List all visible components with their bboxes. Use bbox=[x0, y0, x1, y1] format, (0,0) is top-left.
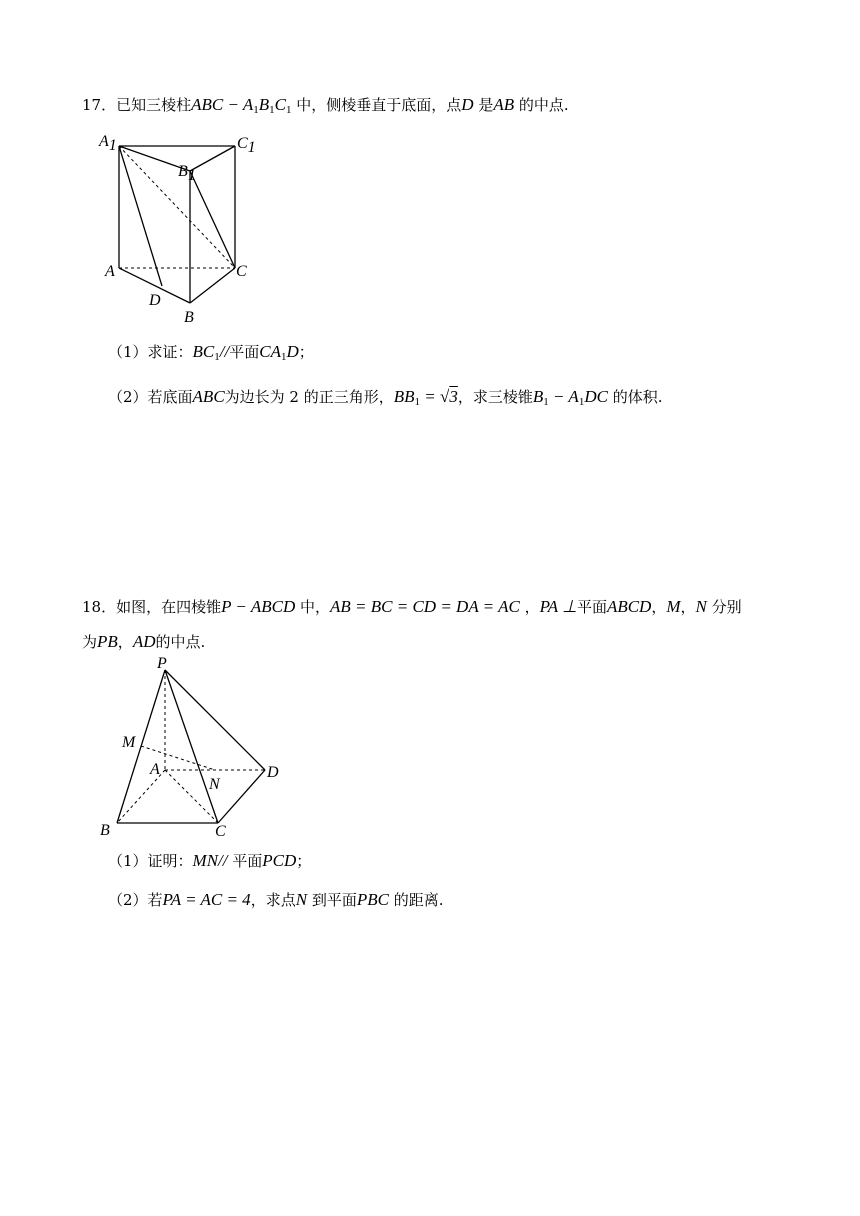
q18-part2 bbox=[108, 890, 444, 910]
q18-part1-plane: 平面 bbox=[232, 852, 263, 870]
q18-part2-n: N bbox=[295, 890, 308, 909]
q17-part2-abc: ABC bbox=[192, 387, 225, 406]
q18-pyramid-name: P − ABCD bbox=[221, 597, 296, 616]
label-c: C bbox=[215, 823, 226, 840]
label-d: D bbox=[267, 764, 279, 781]
label-c: C bbox=[236, 263, 247, 280]
q18-intro: 如图，在四棱锥 bbox=[116, 598, 222, 616]
q18-fen: 分别 bbox=[711, 598, 742, 616]
parallel-symbol: // bbox=[218, 851, 228, 870]
q18-part2-text3: 的距离. bbox=[393, 891, 444, 909]
label-m: M bbox=[122, 734, 136, 751]
q18-mid: 中， bbox=[295, 598, 331, 616]
q18-segment-ad: AD bbox=[132, 632, 156, 651]
q18-pyramid-figure bbox=[95, 655, 295, 840]
q18-part1 bbox=[108, 851, 311, 871]
label-c1: C1 bbox=[237, 135, 256, 156]
q18-equal-sides: AB = BC = CD = DA = AC bbox=[330, 597, 520, 616]
label-b1: B1 bbox=[178, 163, 196, 184]
q17-part2-label: （2）若底面 bbox=[108, 388, 193, 406]
q17-tail: 的中点. bbox=[514, 96, 569, 114]
label-a: A bbox=[105, 263, 115, 280]
q18-part2-eq: PA = AC = 4 bbox=[162, 890, 251, 909]
q17-part2-text1: 为边长为 2 的正三角形， bbox=[224, 388, 394, 406]
q17-part1-plane: 平面 bbox=[229, 343, 260, 361]
q18-line2-tail: 的中点. bbox=[155, 633, 206, 651]
q17-intro: 已知三棱柱 bbox=[116, 96, 192, 114]
label-b: B bbox=[100, 822, 110, 839]
q18-part2-label: （2）若 bbox=[108, 891, 163, 909]
parallel-symbol: // bbox=[219, 342, 230, 361]
q18-point-n: N bbox=[695, 597, 707, 616]
q18-part2-text1: ，求点 bbox=[250, 891, 296, 909]
q18-part2-text2: 到平面 bbox=[311, 891, 357, 909]
q17-prism-name: ABC − A1B1C1 bbox=[191, 95, 292, 116]
q17-part2-bb1: BB1 = √3 bbox=[393, 387, 458, 408]
q18-part2-pbc: PBC bbox=[356, 890, 389, 909]
label-p: P bbox=[157, 655, 167, 672]
q18-plane: 平面 bbox=[576, 598, 607, 616]
q18-statement-line1: 18．如图，在四棱锥P − ABCD 中，AB = BC = CD = DA = AC ，PA ⊥平面ABCD，M，N 分别 bbox=[82, 597, 742, 616]
q17-statement bbox=[82, 95, 569, 120]
q18-part1-end: ； bbox=[296, 852, 312, 870]
q17-prism-figure bbox=[95, 128, 275, 328]
q18-part1-mn: MN bbox=[192, 851, 219, 870]
q18-part1-pcd: PCD bbox=[262, 851, 297, 870]
q17-part2 bbox=[108, 387, 663, 412]
q18-number: 18． bbox=[82, 598, 117, 616]
q17-part2-text2: ，求三棱锥 bbox=[457, 388, 533, 406]
q18-statement-line2: 为PB，AD的中点. bbox=[82, 632, 206, 651]
q17-point-d: D bbox=[461, 95, 474, 114]
q18-segment-pb: PB bbox=[97, 632, 118, 651]
label-a: A bbox=[150, 761, 160, 778]
q17-part1-end: ； bbox=[298, 343, 314, 361]
q18-point-m: M bbox=[666, 597, 681, 616]
label-d: D bbox=[149, 292, 161, 309]
q18-perp: PA ⊥ bbox=[539, 597, 577, 616]
q18-abcd: ABCD bbox=[606, 597, 652, 616]
label-a1: A1 bbox=[99, 133, 117, 154]
q17-part2-pyramid: B1 − A1DC bbox=[532, 387, 608, 408]
q17-part1-bc1: BC1 bbox=[192, 342, 220, 363]
q17-condition: 中，侧棱垂直于底面，点 bbox=[291, 96, 462, 114]
q18-part1-label: （1）证明： bbox=[108, 852, 193, 870]
q17-number: 17． bbox=[82, 96, 117, 114]
q17-part2-text3: 的体积. bbox=[612, 388, 663, 406]
label-b: B bbox=[184, 309, 194, 326]
q17-part1-ca1d: CA1D bbox=[259, 342, 299, 363]
q17-part1 bbox=[108, 342, 314, 367]
q17-is: 是 bbox=[473, 96, 494, 114]
q17-part1-label: （1）求证： bbox=[108, 343, 193, 361]
q17-segment-ab: AB bbox=[493, 95, 515, 114]
label-n: N bbox=[209, 776, 220, 793]
